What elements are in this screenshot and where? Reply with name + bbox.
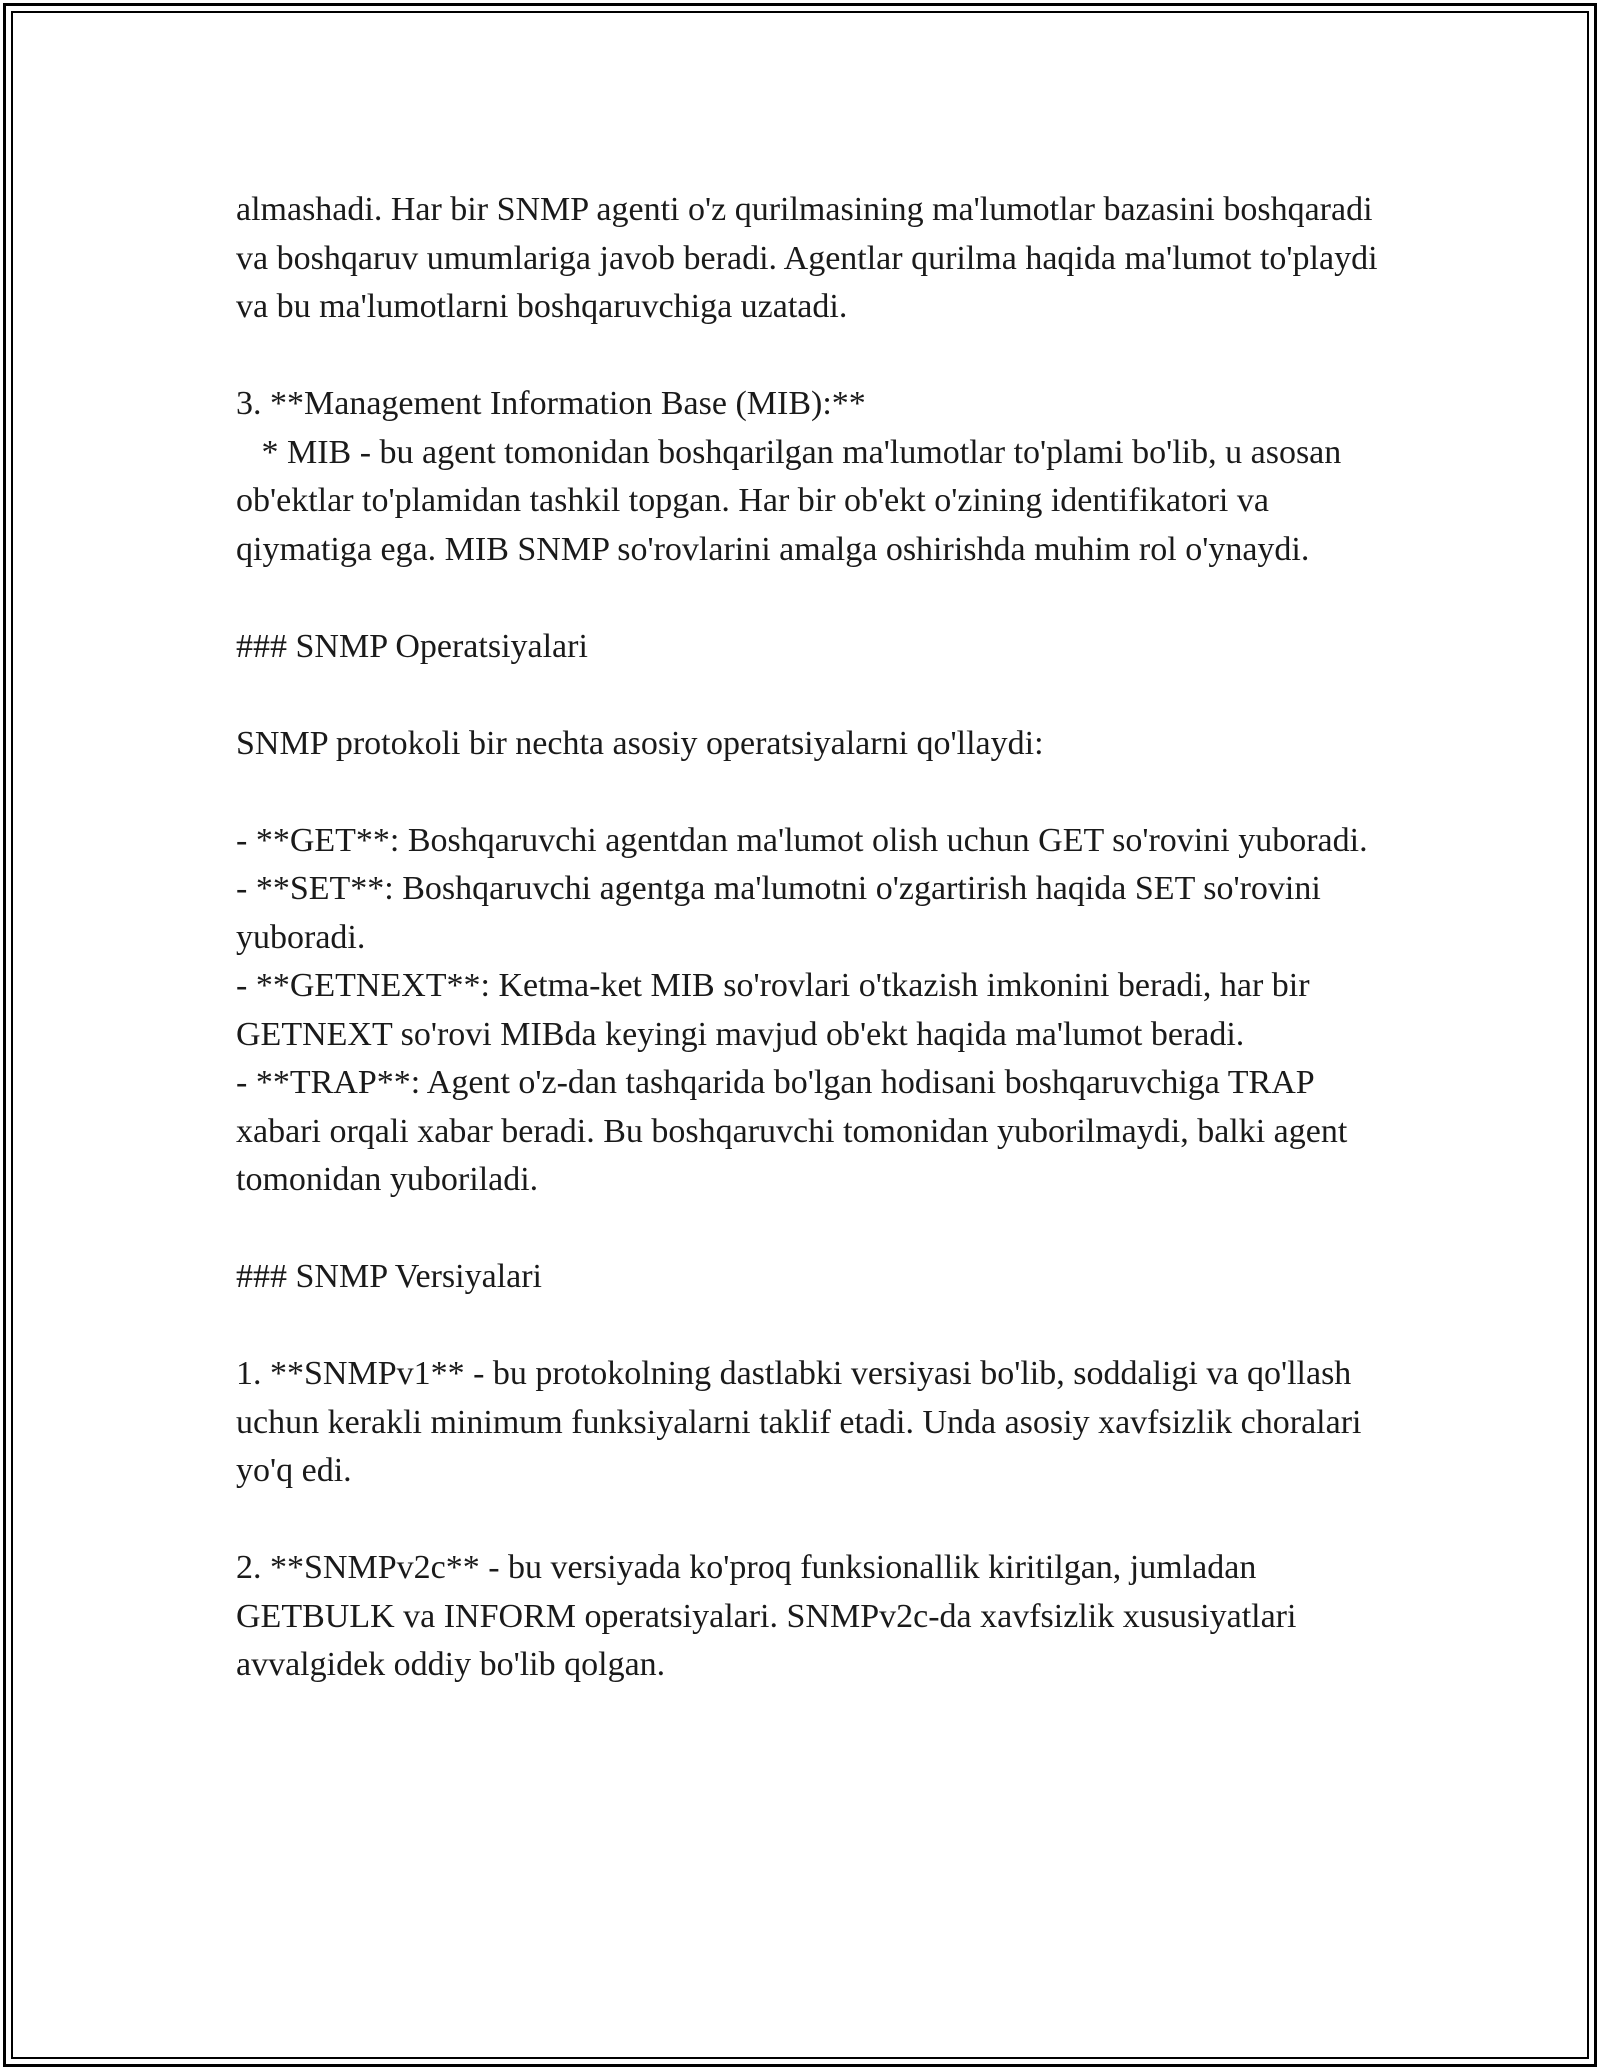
- operation-get: - **GET**: Boshqaruvchi agentdan ma'lumot olish uchun GET so'rovini yuboradi.: [236, 821, 1368, 859]
- spacer: [236, 1205, 1386, 1254]
- version-snmpv1: 1. **SNMPv1** - bu protokolning dastlabki versiyasi bo'lib, soddaligi va qo'llash uchun kerakli minimum funksiyalarni taklif etadi. Unda asosiy xavfsizlik choralari yo'q edi.: [236, 1355, 1370, 1489]
- operation-trap: - **TRAP**: Agent o'z-dan tashqarida bo'lgan hodisani boshqaruvchiga TRAP xabari orqali xabar beradi. Bu boshqaruvchi tomonidan yuborilmaydi, balki agent tomonidan yuboriladi.: [236, 1064, 1356, 1198]
- operation-set: - **SET**: Boshqaruvchi agentga ma'lumotni o'zgartirish haqida SET so'rovini yuboradi.: [236, 870, 1330, 956]
- spacer: [236, 574, 1386, 623]
- spacer: [236, 671, 1386, 720]
- intro-paragraph: almashadi. Har bir SNMP agenti o'z qurilmasining ma'lumotlar bazasini boshqaradi va boshqaruv umumlariga javob beradi. Agentlar qurilma haqida ma'lumot to'playdi va bu ma'lumotlarni boshqaruvchiga uzatadi.: [236, 191, 1387, 325]
- operation-getnext: - **GETNEXT**: Ketma-ket MIB so'rovlari o'tkazish imkonini beradi, har bir GETNEXT so'rovi MIBda keyingi mavjud ob'ekt haqida ma'lumot beradi.: [236, 967, 1319, 1053]
- spacer: [236, 1302, 1386, 1351]
- document-body: [236, 186, 1386, 1690]
- mib-description: * MIB - bu agent tomonidan boshqarilgan ma'lumotlar to'plami bo'lib, u asosan ob'ektlar to'plamidan tashkil topgan. Har bir ob'ekt o'zining identifikatori va qiymatiga ega. MIB SNMP so'rovlarini amalga oshirishda muhim rol o'ynaydi.: [236, 433, 1350, 568]
- spacer: [236, 1496, 1386, 1545]
- versions-heading: ### SNMP Versiyalari: [236, 1258, 542, 1295]
- version-snmpv2c: 2. **SNMPv2c** - bu versiyada ko'proq funksionallik kiritilgan, jumladan GETBULK va INFORM operatsiyalari. SNMPv2c-da xavfsizlik xususiyatlari avvalgidek oddiy bo'lib qolgan.: [236, 1549, 1305, 1683]
- operations-heading: ### SNMP Operatsiyalari: [236, 627, 588, 665]
- spacer: [236, 768, 1386, 817]
- spacer: [236, 332, 1386, 381]
- mib-heading: 3. **Management Information Base (MIB):**: [236, 385, 866, 422]
- operations-intro: SNMP protokoli bir nechta asosiy operatsiyalarni qo'llaydi:: [236, 724, 1044, 762]
